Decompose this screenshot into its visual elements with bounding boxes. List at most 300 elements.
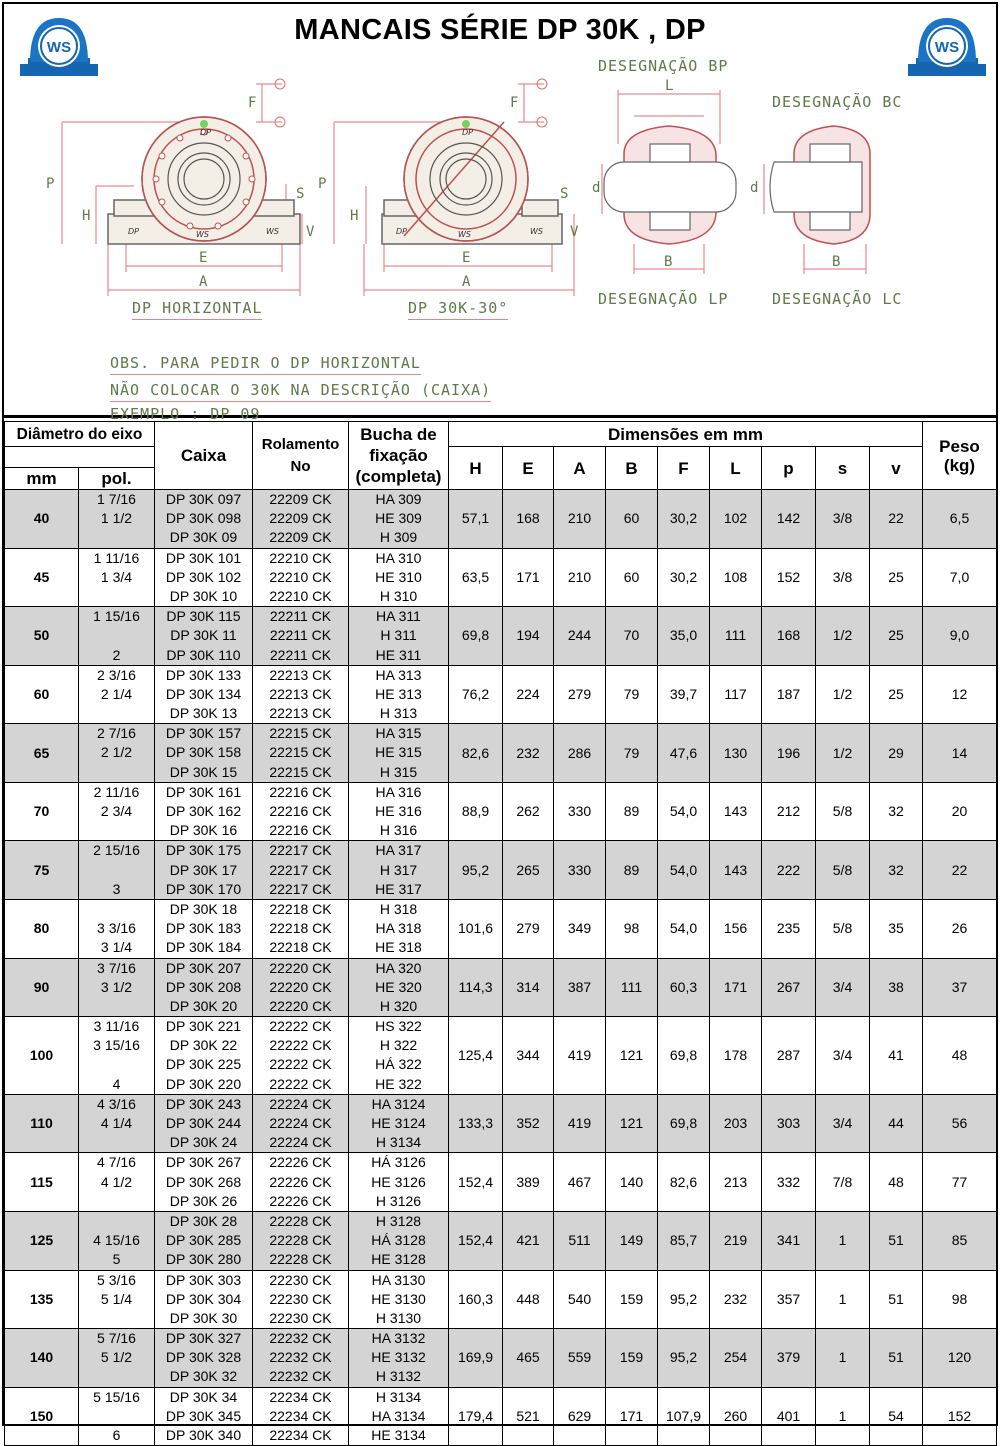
dim-s: 1/2	[816, 607, 870, 666]
shaft-mm: 150	[5, 1387, 79, 1446]
dim-l: 213	[710, 1153, 762, 1212]
table-row	[5, 548, 997, 607]
header-drawing-area	[4, 4, 996, 423]
sleeve-bucha-cell	[349, 724, 449, 783]
dim-label-e-1: E	[199, 250, 208, 266]
sleeve-bucha-line: HÁ 322	[375, 1056, 422, 1073]
dim-label-h-2: H	[350, 208, 359, 224]
housing-caixa-line: DP 30K 157	[165, 725, 242, 742]
dim-f: 95,2	[658, 1329, 710, 1388]
dim-b: 60	[606, 490, 658, 549]
bearing-rolamento-line: 22232 CK	[269, 1368, 332, 1385]
shaft-pol-line: 2 15/16	[93, 842, 140, 859]
dim-h: 69,8	[449, 607, 503, 666]
shaft-mm: 50	[5, 607, 79, 666]
housing-caixa-cell	[155, 1017, 253, 1095]
bearing-rolamento-line: 22216 CK	[269, 822, 332, 839]
dim-l: 156	[710, 899, 762, 958]
table-row	[5, 1017, 997, 1095]
housing-caixa-cell	[155, 548, 253, 607]
housing-caixa-line: DP 30K 280	[165, 1251, 242, 1268]
dim-p: 222	[762, 841, 816, 900]
dim-a: 540	[554, 1270, 606, 1329]
dim-v: 22	[870, 490, 923, 549]
dim-p: 152	[762, 548, 816, 607]
sleeve-bucha-line: H 318	[379, 900, 418, 917]
header-dim-e: E	[503, 447, 554, 490]
bearing-rolamento-line: 22211 CK	[269, 627, 332, 644]
housing-caixa-line: DP 30K 110	[166, 646, 241, 663]
bearing-rolamento-line: 22230 CK	[269, 1271, 332, 1288]
sleeve-bucha-line: HE 311	[375, 646, 422, 663]
bearing-rolamento-line: 22230 CK	[269, 1290, 332, 1307]
shaft-pol-line: 4 3/16	[97, 1095, 136, 1112]
shaft-pol-line	[79, 1367, 154, 1386]
dim-s: 7/8	[816, 1153, 870, 1212]
dim-l: 117	[710, 665, 762, 724]
dim-a: 559	[554, 1329, 606, 1388]
table-row	[5, 607, 997, 666]
sleeve-bucha-line: HE 3134	[371, 1427, 426, 1443]
dim-f: 69,8	[658, 1017, 710, 1095]
housing-caixa-line: DP 30K 09	[169, 529, 238, 546]
dim-f: 60,3	[658, 958, 710, 1017]
sleeve-bucha-line: H 3130	[375, 1309, 422, 1326]
dim-p: 196	[762, 724, 816, 783]
dim-b: 149	[606, 1211, 658, 1270]
shaft-pol-line: 2 1/2	[100, 744, 133, 761]
shaft-pol-line: 3 1/2	[100, 978, 133, 995]
shaft-mm: 90	[5, 958, 79, 1017]
table-row	[5, 1094, 997, 1153]
dim-h: 179,4	[449, 1387, 503, 1446]
housing-caixa-line: DP 30K 175	[165, 842, 242, 859]
shaft-pol-line: 4 7/16	[97, 1154, 136, 1171]
dim-a: 244	[554, 607, 606, 666]
header-mm: mm	[5, 468, 79, 490]
shaft-mm: 110	[5, 1094, 79, 1153]
sleeve-bucha-line: HA 3130	[371, 1271, 426, 1288]
housing-caixa-line: DP 30K 16	[169, 822, 238, 839]
header-dim-s: s	[816, 447, 870, 490]
header-dim-h: H	[449, 447, 503, 490]
sleeve-bucha-cell	[349, 958, 449, 1017]
sleeve-bucha-line: H 317	[379, 861, 418, 878]
dim-p: 212	[762, 782, 816, 841]
sleeve-bucha-line: HE 313	[375, 685, 422, 702]
bearing-rolamento-line: 22209 CK	[269, 529, 332, 546]
dim-label-s-2: S	[560, 186, 569, 202]
sleeve-bucha-line: HS 322	[375, 1018, 422, 1035]
dim-l: 171	[710, 958, 762, 1017]
bearing-rolamento-line: 22210 CK	[269, 549, 332, 566]
bearing-rolamento-line: 22209 CK	[269, 510, 332, 527]
dim-l: 102	[710, 490, 762, 549]
sleeve-bucha-line: HA 309	[375, 491, 422, 507]
sleeve-bucha-line: HA 310	[375, 549, 422, 566]
shaft-pol-line: 2	[112, 646, 121, 663]
shaft-pol-line: 5 3/16	[97, 1271, 136, 1288]
bearing-rolamento-line: 22213 CK	[269, 685, 332, 702]
label-designacao-lp: DESEGNAÇÃO LP	[598, 290, 729, 308]
dim-f: 69,8	[658, 1094, 710, 1153]
shaft-pol-line: 1 1/2	[100, 510, 133, 527]
dim-e: 265	[503, 841, 554, 900]
dim-f: 35,0	[658, 607, 710, 666]
dim-h: 152,4	[449, 1153, 503, 1212]
housing-caixa-line: DP 30K 220	[165, 1075, 242, 1092]
shaft-pol-line	[79, 1309, 154, 1328]
dim-label-f-2: F	[510, 95, 519, 111]
dim-label-s-1: S	[296, 186, 305, 202]
dim-p: 235	[762, 899, 816, 958]
dim-s: 1/2	[816, 724, 870, 783]
dim-s: 5/8	[816, 899, 870, 958]
dim-s: 1	[816, 1329, 870, 1388]
sleeve-bucha-line: HA 317	[375, 842, 422, 859]
housing-caixa-cell	[155, 665, 253, 724]
bearing-rolamento-line: 22226 CK	[269, 1154, 332, 1171]
housing-caixa-line: DP 30K 134	[165, 685, 242, 702]
dim-f: 54,0	[658, 841, 710, 900]
sleeve-bucha-cell	[349, 665, 449, 724]
header-dim-f: F	[658, 447, 710, 490]
sleeve-bucha-cell	[349, 1017, 449, 1095]
bearing-rolamento-cell	[253, 607, 349, 666]
shaft-mm: 135	[5, 1270, 79, 1329]
sleeve-bucha-line: HE 3132	[371, 1349, 426, 1366]
bearing-rolamento-line: 22210 CK	[269, 587, 332, 604]
obs-line-2: NÃO COLOCAR O 30K NA DESCRIÇÃO (CAIXA)	[110, 381, 491, 402]
table-row	[5, 1211, 997, 1270]
dim-h: 169,9	[449, 1329, 503, 1388]
bearing-rolamento-line: 22213 CK	[269, 705, 332, 722]
sleeve-bucha-cell	[349, 1387, 449, 1446]
shaft-mm: 60	[5, 665, 79, 724]
housing-caixa-cell	[155, 1094, 253, 1153]
dim-label-d-1: d	[592, 180, 601, 196]
header-caixa: Caixa	[155, 422, 253, 490]
bearing-rolamento-line: 22215 CK	[269, 763, 332, 780]
dim-s: 1	[816, 1270, 870, 1329]
dim-f: 82,6	[658, 1153, 710, 1212]
sleeve-bucha-line: HE 316	[375, 803, 422, 819]
dim-v: 38	[870, 958, 923, 1017]
specs-table-wrapper	[4, 421, 996, 1446]
sleeve-bucha-line: H 316	[379, 822, 418, 839]
bearing-rolamento-line: 22217 CK	[269, 842, 332, 859]
shaft-pol-line: 4 1/4	[100, 1115, 133, 1131]
dim-b: 79	[606, 665, 658, 724]
bearing-rolamento-cell	[253, 1211, 349, 1270]
bearing-rolamento-cell	[253, 548, 349, 607]
sleeve-bucha-line: HE 310	[375, 568, 422, 585]
dim-a: 349	[554, 899, 606, 958]
dim-h: 95,2	[449, 841, 503, 900]
table-row	[5, 1387, 997, 1446]
housing-caixa-cell	[155, 607, 253, 666]
housing-caixa-line: DP 30K 184	[165, 939, 242, 956]
shaft-pol-line	[79, 861, 154, 880]
dim-f: 95,2	[658, 1270, 710, 1329]
housing-caixa-line: DP 30K 327	[165, 1330, 242, 1347]
shaft-pol-line: 3 7/16	[97, 959, 136, 976]
dim-e: 521	[503, 1387, 554, 1446]
header-bucha: Bucha de fixação (completa)	[349, 422, 449, 490]
dim-p: 142	[762, 490, 816, 549]
housing-caixa-line: DP 30K 18	[169, 900, 238, 917]
shaft-pol-cell	[79, 1094, 155, 1153]
housing-caixa-line: DP 30K 183	[165, 920, 242, 937]
dim-f: 54,0	[658, 899, 710, 958]
bearing-rolamento-cell	[253, 958, 349, 1017]
sleeve-bucha-line: HE 3124	[371, 1115, 426, 1131]
dim-l: 178	[710, 1017, 762, 1095]
dim-l: 232	[710, 1270, 762, 1329]
dim-a: 419	[554, 1017, 606, 1095]
sleeve-bucha-line: HA 318	[375, 920, 422, 937]
housing-caixa-line: DP 30K 158	[165, 744, 242, 761]
bearing-rolamento-line: 22224 CK	[269, 1115, 332, 1131]
bearing-rolamento-line: 22209 CK	[269, 491, 332, 507]
sleeve-bucha-cell	[349, 1270, 449, 1329]
dim-label-a-2: A	[462, 274, 471, 290]
shaft-pol-line: 3 15/16	[93, 1037, 140, 1054]
obs-line-1: OBS. PARA PEDIR O DP HORIZONTAL	[110, 354, 421, 375]
sleeve-bucha-line: H 3134	[375, 1388, 422, 1405]
shaft-pol-line: 3 11/16	[93, 1018, 140, 1035]
dim-s: 5/8	[816, 841, 870, 900]
sleeve-bucha-line: H 3128	[375, 1212, 422, 1229]
dim-v: 51	[870, 1211, 923, 1270]
dim-e: 314	[503, 958, 554, 1017]
header-diametro-spacer	[5, 447, 155, 468]
dim-label-v-2: V	[570, 224, 579, 240]
dim-s: 5/8	[816, 782, 870, 841]
dim-label-d-2: d	[750, 180, 759, 196]
shaft-pol-line: 5 15/16	[93, 1388, 140, 1405]
table-row	[5, 782, 997, 841]
dim-s: 3/4	[816, 1017, 870, 1095]
shaft-pol-line	[79, 587, 154, 606]
housing-caixa-cell	[155, 1329, 253, 1388]
page-title: MANCAIS SÉRIE DP 30K , DP	[294, 14, 706, 46]
bearing-rolamento-line: 22222 CK	[269, 1056, 332, 1073]
sleeve-bucha-line: HE 320	[375, 978, 422, 995]
shaft-mm: 70	[5, 782, 79, 841]
dim-label-p-1: P	[46, 176, 55, 192]
dim-b: 171	[606, 1387, 658, 1446]
housing-caixa-cell	[155, 490, 253, 549]
housing-caixa-cell	[155, 1387, 253, 1446]
sleeve-bucha-line: HÁ 3128	[371, 1232, 426, 1249]
sleeve-bucha-cell	[349, 607, 449, 666]
dim-b: 121	[606, 1094, 658, 1153]
header-diametro: Diâmetro do eixo	[5, 422, 155, 447]
dim-l: 108	[710, 548, 762, 607]
bearing-rolamento-line: 22220 CK	[269, 997, 332, 1014]
bearing-rolamento-line: 22218 CK	[269, 939, 332, 956]
dim-peso: 12	[923, 665, 997, 724]
housing-mark-dp-1: DP	[200, 128, 211, 137]
dim-l: 254	[710, 1329, 762, 1388]
label-dp-horizontal: DP HORIZONTAL	[132, 299, 262, 320]
dim-s: 3/8	[816, 490, 870, 549]
dim-label-v-1: V	[306, 224, 315, 240]
shaft-pol-line	[79, 704, 154, 723]
sleeve-bucha-line: H 311	[380, 627, 417, 644]
housing-caixa-line: DP 30K 340	[165, 1427, 242, 1443]
housing-caixa-cell	[155, 841, 253, 900]
sleeve-bucha-line: HE 3128	[371, 1251, 426, 1268]
bearing-rolamento-cell	[253, 1329, 349, 1388]
sleeve-bucha-line: HE 318	[375, 939, 422, 956]
dim-v: 25	[870, 665, 923, 724]
dim-peso: 98	[923, 1270, 997, 1329]
bearing-rolamento-cell	[253, 724, 349, 783]
housing-mark-dp-2: DP	[462, 128, 473, 137]
bearing-rolamento-line: 22220 CK	[269, 959, 332, 976]
shaft-pol-cell	[79, 490, 155, 549]
dim-v: 51	[870, 1270, 923, 1329]
housing-caixa-cell	[155, 782, 253, 841]
dim-p: 379	[762, 1329, 816, 1388]
sleeve-bucha-cell	[349, 1094, 449, 1153]
shaft-mm: 100	[5, 1017, 79, 1095]
dim-a: 210	[554, 548, 606, 607]
dim-e: 232	[503, 724, 554, 783]
specs-table-body	[5, 490, 997, 1446]
dim-b: 140	[606, 1153, 658, 1212]
housing-caixa-line: DP 30K 170	[165, 880, 242, 897]
table-row	[5, 490, 997, 549]
dim-label-f-1: F	[248, 95, 257, 111]
shaft-pol-line: 2 3/16	[97, 666, 136, 683]
header-dim-l: L	[710, 447, 762, 490]
sleeve-bucha-line: H 309	[379, 529, 418, 546]
bearing-rolamento-line: 22230 CK	[269, 1309, 332, 1326]
shaft-mm: 125	[5, 1211, 79, 1270]
dim-e: 224	[503, 665, 554, 724]
shaft-pol-cell	[79, 1387, 155, 1446]
sleeve-bucha-line: H 313	[379, 705, 418, 722]
housing-caixa-cell	[155, 899, 253, 958]
bearing-rolamento-line: 22228 CK	[269, 1251, 332, 1268]
dim-b: 98	[606, 899, 658, 958]
dim-peso: 20	[923, 782, 997, 841]
bearing-rolamento-cell	[253, 841, 349, 900]
shaft-pol-cell	[79, 607, 155, 666]
housing-caixa-line: DP 30K 24	[169, 1134, 238, 1151]
foot-mark-dp-2: DP	[396, 227, 407, 236]
sleeve-bucha-cell	[349, 548, 449, 607]
header-dim-v: v	[870, 447, 923, 490]
dim-e: 262	[503, 782, 554, 841]
shaft-pol-line	[79, 997, 154, 1016]
dim-p: 168	[762, 607, 816, 666]
shaft-pol-line	[79, 1212, 154, 1231]
dim-peso: 6,5	[923, 490, 997, 549]
bearing-rolamento-line: 22226 CK	[269, 1192, 332, 1209]
label-designacao-lc: DESEGNAÇÃO LC	[772, 290, 903, 308]
housing-caixa-line: DP 30K 13	[169, 705, 238, 722]
dim-label-b-1: B	[664, 254, 673, 270]
dim-h: 76,2	[449, 665, 503, 724]
bearing-rolamento-line: 22234 CK	[269, 1388, 332, 1405]
bearing-rolamento-line: 22211 CK	[269, 608, 332, 625]
dim-p: 303	[762, 1094, 816, 1153]
shaft-pol-line: 5 1/2	[100, 1349, 133, 1366]
header-dim-p: p	[762, 447, 816, 490]
shaft-pol-cell	[79, 782, 155, 841]
dim-e: 171	[503, 548, 554, 607]
housing-caixa-line: DP 30K 15	[169, 763, 238, 780]
shaft-pol-line: 2 3/4	[100, 803, 133, 819]
bearing-rolamento-line: 22228 CK	[269, 1232, 332, 1249]
bearing-rolamento-line: 22215 CK	[269, 725, 332, 742]
dim-label-p-2: P	[318, 176, 327, 192]
dim-h: 82,6	[449, 724, 503, 783]
dim-e: 465	[503, 1329, 554, 1388]
housing-caixa-line: DP 30K 20	[169, 997, 238, 1014]
housing-caixa-line: DP 30K 101	[165, 549, 242, 566]
sleeve-bucha-line: H 310	[379, 587, 418, 604]
sleeve-bucha-line: HA 313	[375, 666, 422, 683]
housing-caixa-line: DP 30K 34	[169, 1388, 238, 1405]
bearing-rolamento-line: 22218 CK	[269, 900, 332, 917]
housing-caixa-line: DP 30K 22	[169, 1037, 238, 1054]
sleeve-bucha-cell	[349, 1153, 449, 1212]
bearing-rolamento-line: 22232 CK	[269, 1330, 332, 1347]
housing-caixa-line: DP 30K 304	[165, 1290, 242, 1307]
bearing-rolamento-line: 22218 CK	[269, 920, 332, 937]
bearing-rolamento-cell	[253, 1094, 349, 1153]
dim-p: 341	[762, 1211, 816, 1270]
dim-b: 89	[606, 782, 658, 841]
dim-s: 3/4	[816, 1094, 870, 1153]
dim-p: 401	[762, 1387, 816, 1446]
bearing-rolamento-cell	[253, 782, 349, 841]
table-row	[5, 899, 997, 958]
dim-s: 3/4	[816, 958, 870, 1017]
shaft-pol-cell	[79, 841, 155, 900]
shaft-pol-line: 4 1/2	[100, 1173, 133, 1190]
sleeve-bucha-line: HÁ 3126	[371, 1154, 426, 1171]
bearing-rolamento-cell	[253, 490, 349, 549]
table-row	[5, 1329, 997, 1388]
sleeve-bucha-cell	[349, 490, 449, 549]
dim-p: 187	[762, 665, 816, 724]
dim-a: 279	[554, 665, 606, 724]
dim-peso: 48	[923, 1017, 997, 1095]
dim-peso: 56	[923, 1094, 997, 1153]
sleeve-bucha-line: H 3126	[375, 1192, 422, 1209]
dim-peso: 26	[923, 899, 997, 958]
label-designacao-bp: DESEGNAÇÃO BP	[598, 57, 729, 75]
dim-h: 125,4	[449, 1017, 503, 1095]
bearing-rolamento-line: 22234 CK	[269, 1407, 332, 1424]
bearing-rolamento-line: 22217 CK	[269, 880, 332, 897]
dim-h: 152,4	[449, 1211, 503, 1270]
dim-b: 159	[606, 1270, 658, 1329]
housing-caixa-line: DP 30K 244	[165, 1115, 242, 1131]
table-row	[5, 724, 997, 783]
shaft-pol-cell	[79, 1017, 155, 1095]
dim-e: 168	[503, 490, 554, 549]
foot-mark-ws-2: WS	[530, 227, 543, 236]
housing-caixa-line: DP 30K 11	[170, 627, 237, 644]
housing-caixa-line: DP 30K 32	[169, 1368, 238, 1385]
